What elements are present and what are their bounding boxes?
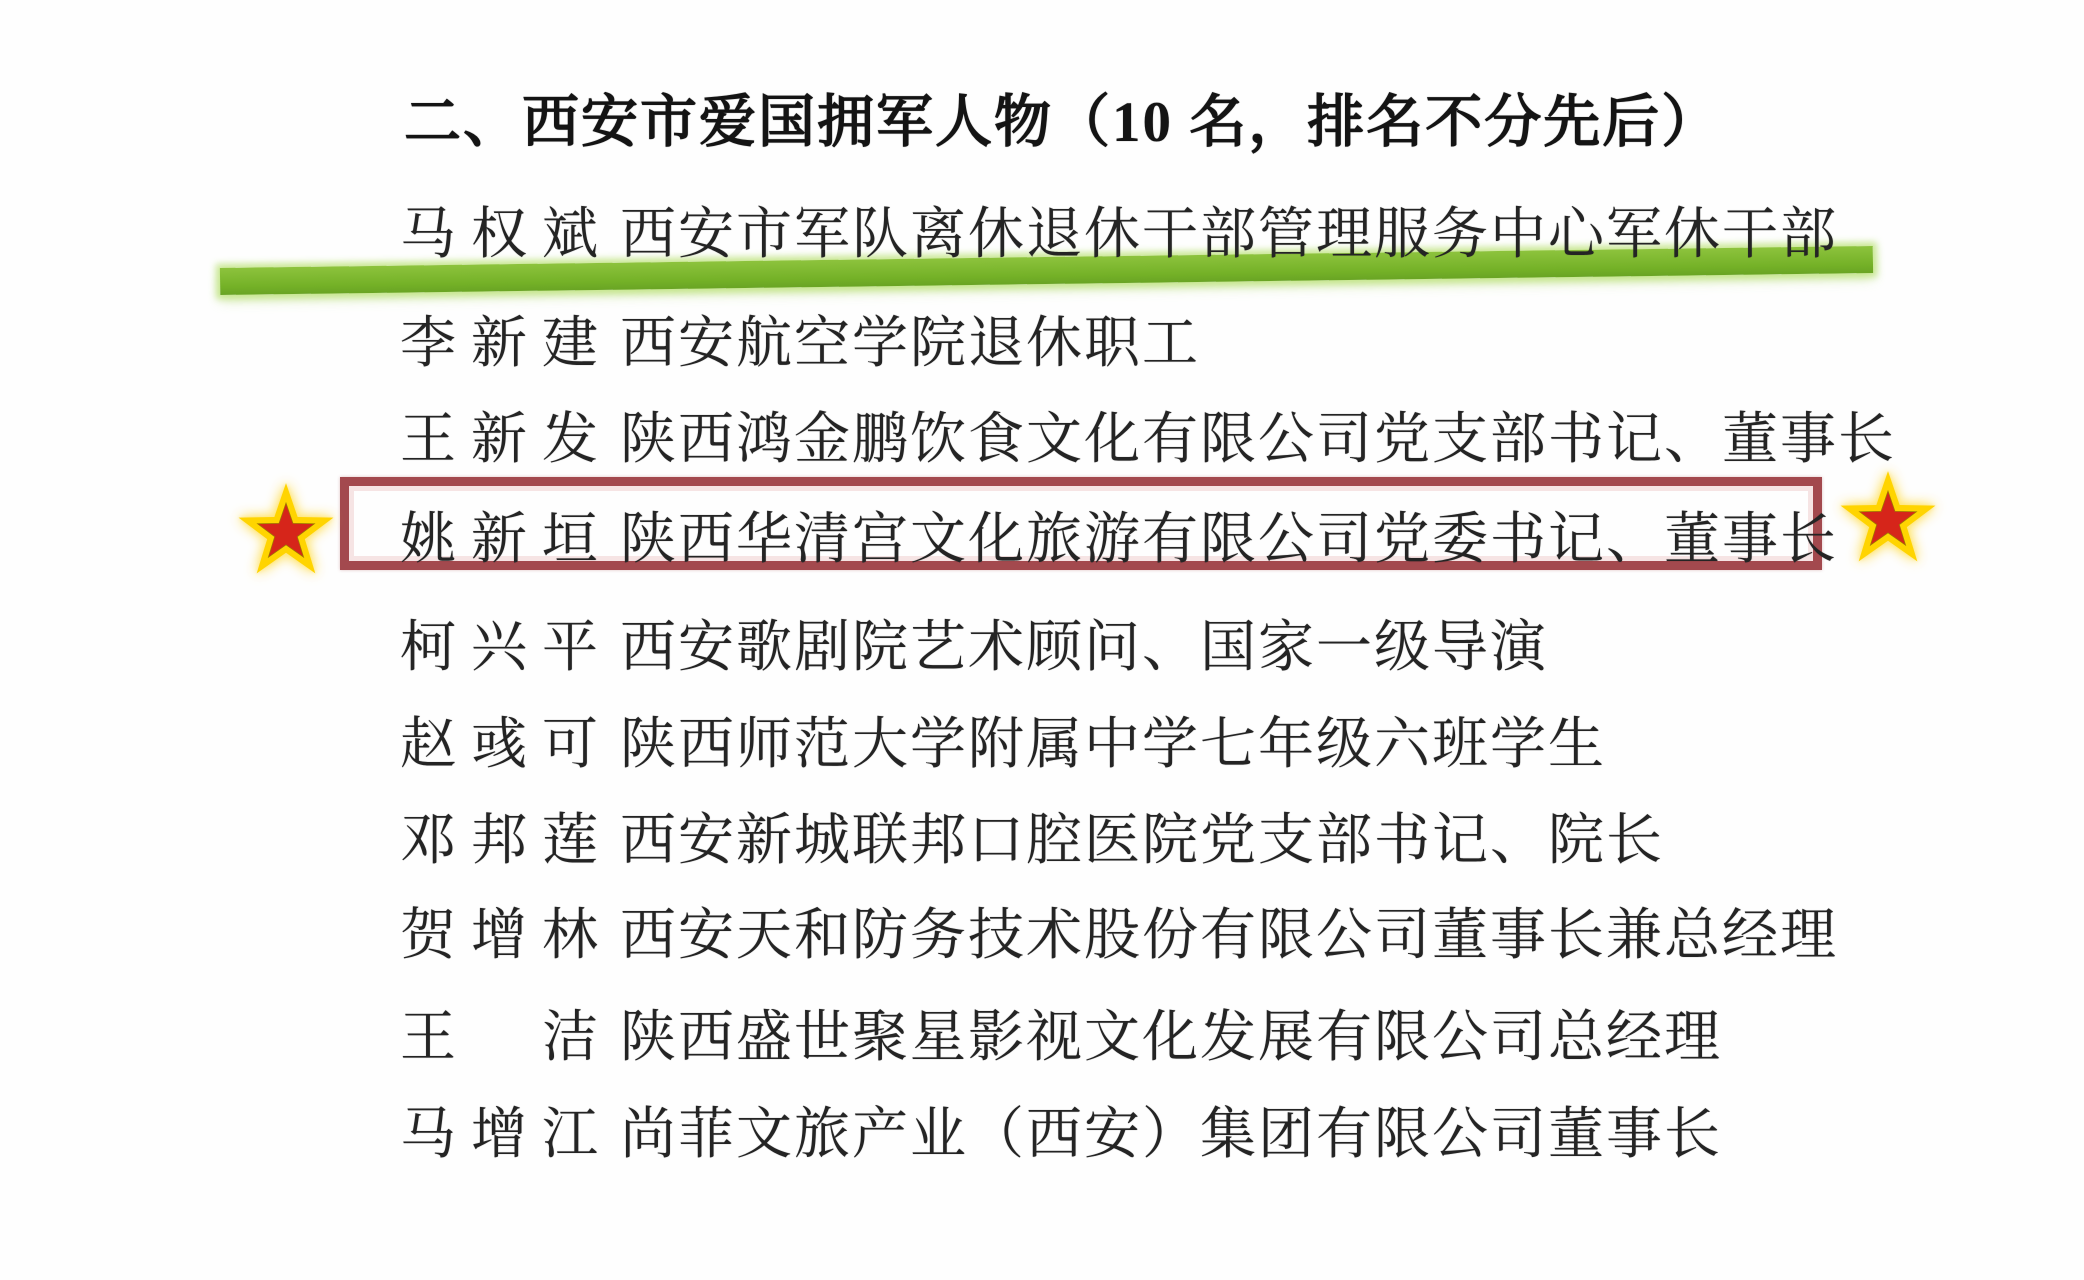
person-name: 邓邦莲 [400, 810, 613, 872]
person-name: 赵彧可 [400, 714, 613, 776]
person-affiliation: 陕西华清宫文化旅游有限公司党委书记、董事长 [620, 509, 1838, 571]
page-title: 二、西安市爱国拥军人物（10 名，排名不分先后） [404, 91, 1721, 154]
person-affiliation: 西安歌剧院艺术顾问、国家一级导演 [620, 617, 1548, 679]
person-name: 马权斌 [400, 204, 613, 266]
person-affiliation: 西安航空学院退休职工 [620, 313, 1200, 375]
person-affiliation: 陕西师范大学附属中学七年级六班学生 [620, 714, 1606, 776]
person-affiliation: 西安新城联邦口腔医院党支部书记、院长 [620, 810, 1664, 872]
person-name: 王新发 [400, 409, 613, 471]
person-affiliation: 西安市军队离休退休干部管理服务中心军休干部 [620, 204, 1838, 266]
person-name: 马增江 [400, 1104, 613, 1166]
person-name: 贺增林 [400, 905, 613, 967]
star-icon [1836, 469, 1940, 573]
person-affiliation: 尚菲文旅产业（西安）集团有限公司董事长 [620, 1104, 1722, 1166]
person-affiliation: 陕西鸿金鹏饮食文化有限公司党支部书记、董事长 [620, 409, 1896, 471]
person-name: 柯兴平 [400, 617, 613, 679]
person-affiliation: 陕西盛世聚星影视文化发展有限公司总经理 [620, 1007, 1722, 1069]
person-affiliation: 西安天和防务技术股份有限公司董事长兼总经理 [620, 905, 1838, 967]
person-name: 姚新垣 [400, 509, 613, 571]
person-name: 王 洁 [400, 1007, 613, 1069]
person-name: 李新建 [400, 313, 613, 375]
star-icon [234, 481, 338, 585]
